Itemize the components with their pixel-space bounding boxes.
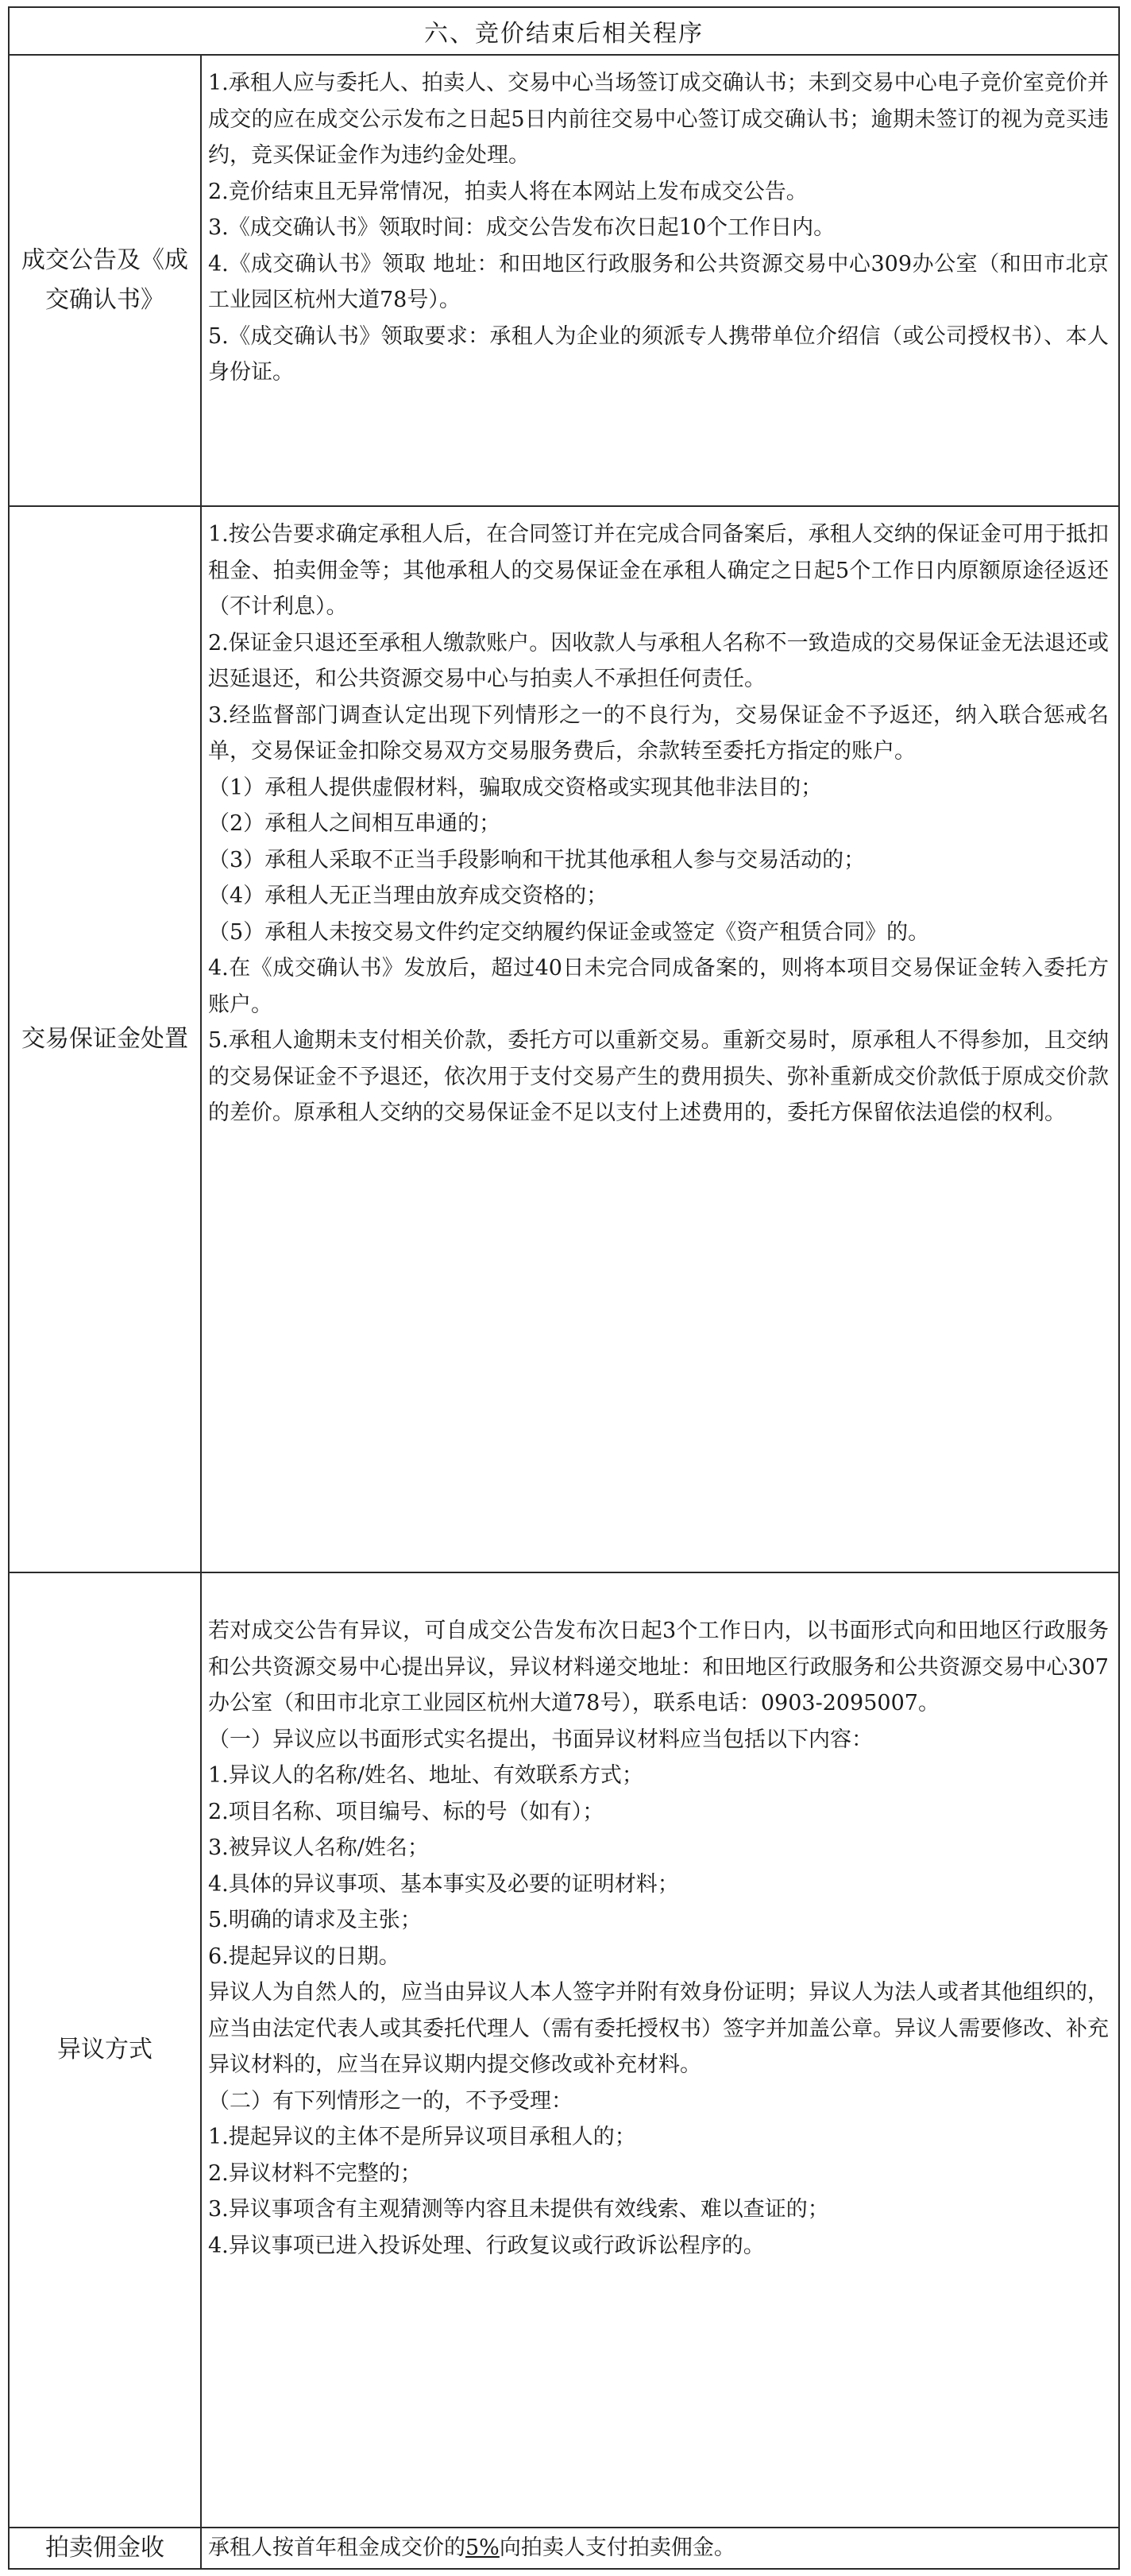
deposit-item: 2.保证金只退还至承租人缴款账户。因收款人与承租人名称不一致造成的交易保证金无法退还或迟延退还，和公共资源交易中心与拍卖人不承担任何责任。 — [208, 630, 1109, 691]
deposit-item: （2）承租人之间相互串通的； — [208, 811, 501, 836]
announcement-item: 4.《成交确认书》领取 地址：和田地区行政服务和公共资源交易中心309办公室（和田市北京工业园区杭州大道78号）。 — [208, 251, 1109, 312]
objection-item: 4.异议事项已进入投诉处理、行政复议或行政诉讼程序的。 — [208, 2233, 765, 2258]
objection-item: 异议人为自然人的，应当由异议人本人签字并附有效身份证明；异议人为法人或者其他组织的，应当由法定代表人或其委托代理人（需有委托授权书）签字并加盖公章。异议人需要修改、补充异议材料的，应当在异议期内提交修改或补充材料。 — [208, 1980, 1109, 2077]
commission-text: 向拍卖人支付拍卖佣金。 — [499, 2535, 735, 2560]
column-divider — [200, 54, 202, 2568]
row-content-objection — [208, 1613, 1109, 2264]
announcement-item: 5.《成交确认书》领取要求：承租人为企业的须派专人携带单位介绍信（或公司授权书）、本人身份证。 — [208, 323, 1109, 385]
objection-item: （二）有下列情形之一的，不予受理： — [208, 2088, 573, 2114]
objection-item: 3.被异议人名称/姓名； — [208, 1835, 429, 1860]
row-label-announcement: 成交公告及《成交确认书》 — [21, 246, 188, 314]
section-title: 六、竞价结束后相关程序 — [424, 20, 704, 48]
deposit-item: （5）承租人未按交易文件约定交纳履约保证金或签定《资产租赁合同》的。 — [208, 919, 930, 945]
deposit-item: 1.按公告要求确定承租人后，在合同签订并在完成合同备案后，承租人交纳的保证金可用于抵扣租金、拍卖佣金等；其他承租人的交易保证金在承租人确定之日起5个工作日内原额原途径返还（不计利息）。 — [208, 522, 1109, 619]
objection-item: 4.具体的异议事项、基本事实及必要的证明材料； — [208, 1871, 679, 1897]
objection-item: 若对成交公告有异议，可自成交公告发布次日起3个工作日内，以书面形式向和田地区行政服务和公共资源交易中心提出异议，异议材料递交地址：和田地区行政服务和公共资源交易中心307办公室（和田市北京工业园区杭州大道78号），联系电话：0903-2095007。 — [208, 1619, 1109, 1715]
objection-item: 5.明确的请求及主张； — [208, 1908, 422, 1932]
deposit-item: （3）承租人采取不正当手段影响和干扰其他承租人参与交易活动的； — [208, 847, 866, 872]
commission-rate: 5% — [465, 2535, 500, 2560]
row-label-commission: 拍卖佣金收 — [45, 2534, 164, 2562]
row-label-objection: 异议方式 — [57, 2036, 152, 2064]
row-content-deposit — [208, 516, 1109, 1131]
deposit-item: （4）承租人无正当理由放弃成交资格的； — [208, 884, 608, 908]
deposit-item: 4.在《成交确认书》发放后，超过40日未完合同成备案的，则将本项目交易保证金转入委托方账户。 — [208, 956, 1109, 1017]
objection-item: 2.项目名称、项目编号、标的号（如有）； — [208, 1799, 604, 1824]
objection-item: 2.异议材料不完整的； — [208, 2160, 422, 2186]
commission-text: 承租人按首年租金成交价的 — [208, 2535, 465, 2560]
objection-item: （一）异议应以书面形式实名提出，书面异议材料应当包括以下内容： — [208, 1727, 873, 1752]
objection-item: 3.异议事项含有主观猜测等内容且未提供有效线索、难以查证的； — [208, 2197, 829, 2222]
announcement-item: 1.承租人应与委托人、拍卖人、交易中心当场签订成交确认书；未到交易中心电子竞价室竞价并成交的应在成交公示发布之日起5日内前往交易中心签订成交确认书；逾期未签订的视为竞买违约，竞买保证金作为违约金处理。 — [208, 71, 1109, 168]
row-content-announcement — [208, 65, 1109, 391]
announcement-item: 3.《成交确认书》领取时间：成交公告发布次日起10个工作日内。 — [208, 215, 836, 240]
row-content-commission — [208, 2530, 1109, 2566]
deposit-item: 3.经监督部门调查认定出现下列情形之一的不良行为，交易保证金不予返还，纳入联合惩戒名单，交易保证金扣除交易双方交易服务费后，余款转至委托方指定的账户。 — [208, 702, 1109, 764]
announcement-item: 2.竞价结束且无异常情况，拍卖人将在本网站上发布成交公告。 — [208, 179, 808, 204]
deposit-item: （1）承租人提供虚假材料，骗取成交资格或实现其他非法目的； — [208, 775, 823, 800]
objection-item: 1.提起异议的主体不是所异议项目承租人的； — [208, 2125, 636, 2149]
objection-item: 6.提起异议的日期。 — [208, 1944, 400, 1969]
deposit-item: 5.承租人逾期未支付相关价款，委托方可以重新交易。重新交易时，原承租人不得参加，且交纳的交易保证金不予退还，依次用于支付交易产生的费用损失、弥补重新成交价款低于原成交价款的差价。原承租人交纳的交易保证金不足以支付上述费用的，委托方保留依法追偿的权利。 — [208, 1028, 1109, 1125]
objection-item: 1.异议人的名称/姓名、地址、有效联系方式； — [208, 1763, 643, 1788]
document-table — [8, 6, 1120, 2570]
row-label-deposit: 交易保证金处置 — [21, 1025, 188, 1053]
